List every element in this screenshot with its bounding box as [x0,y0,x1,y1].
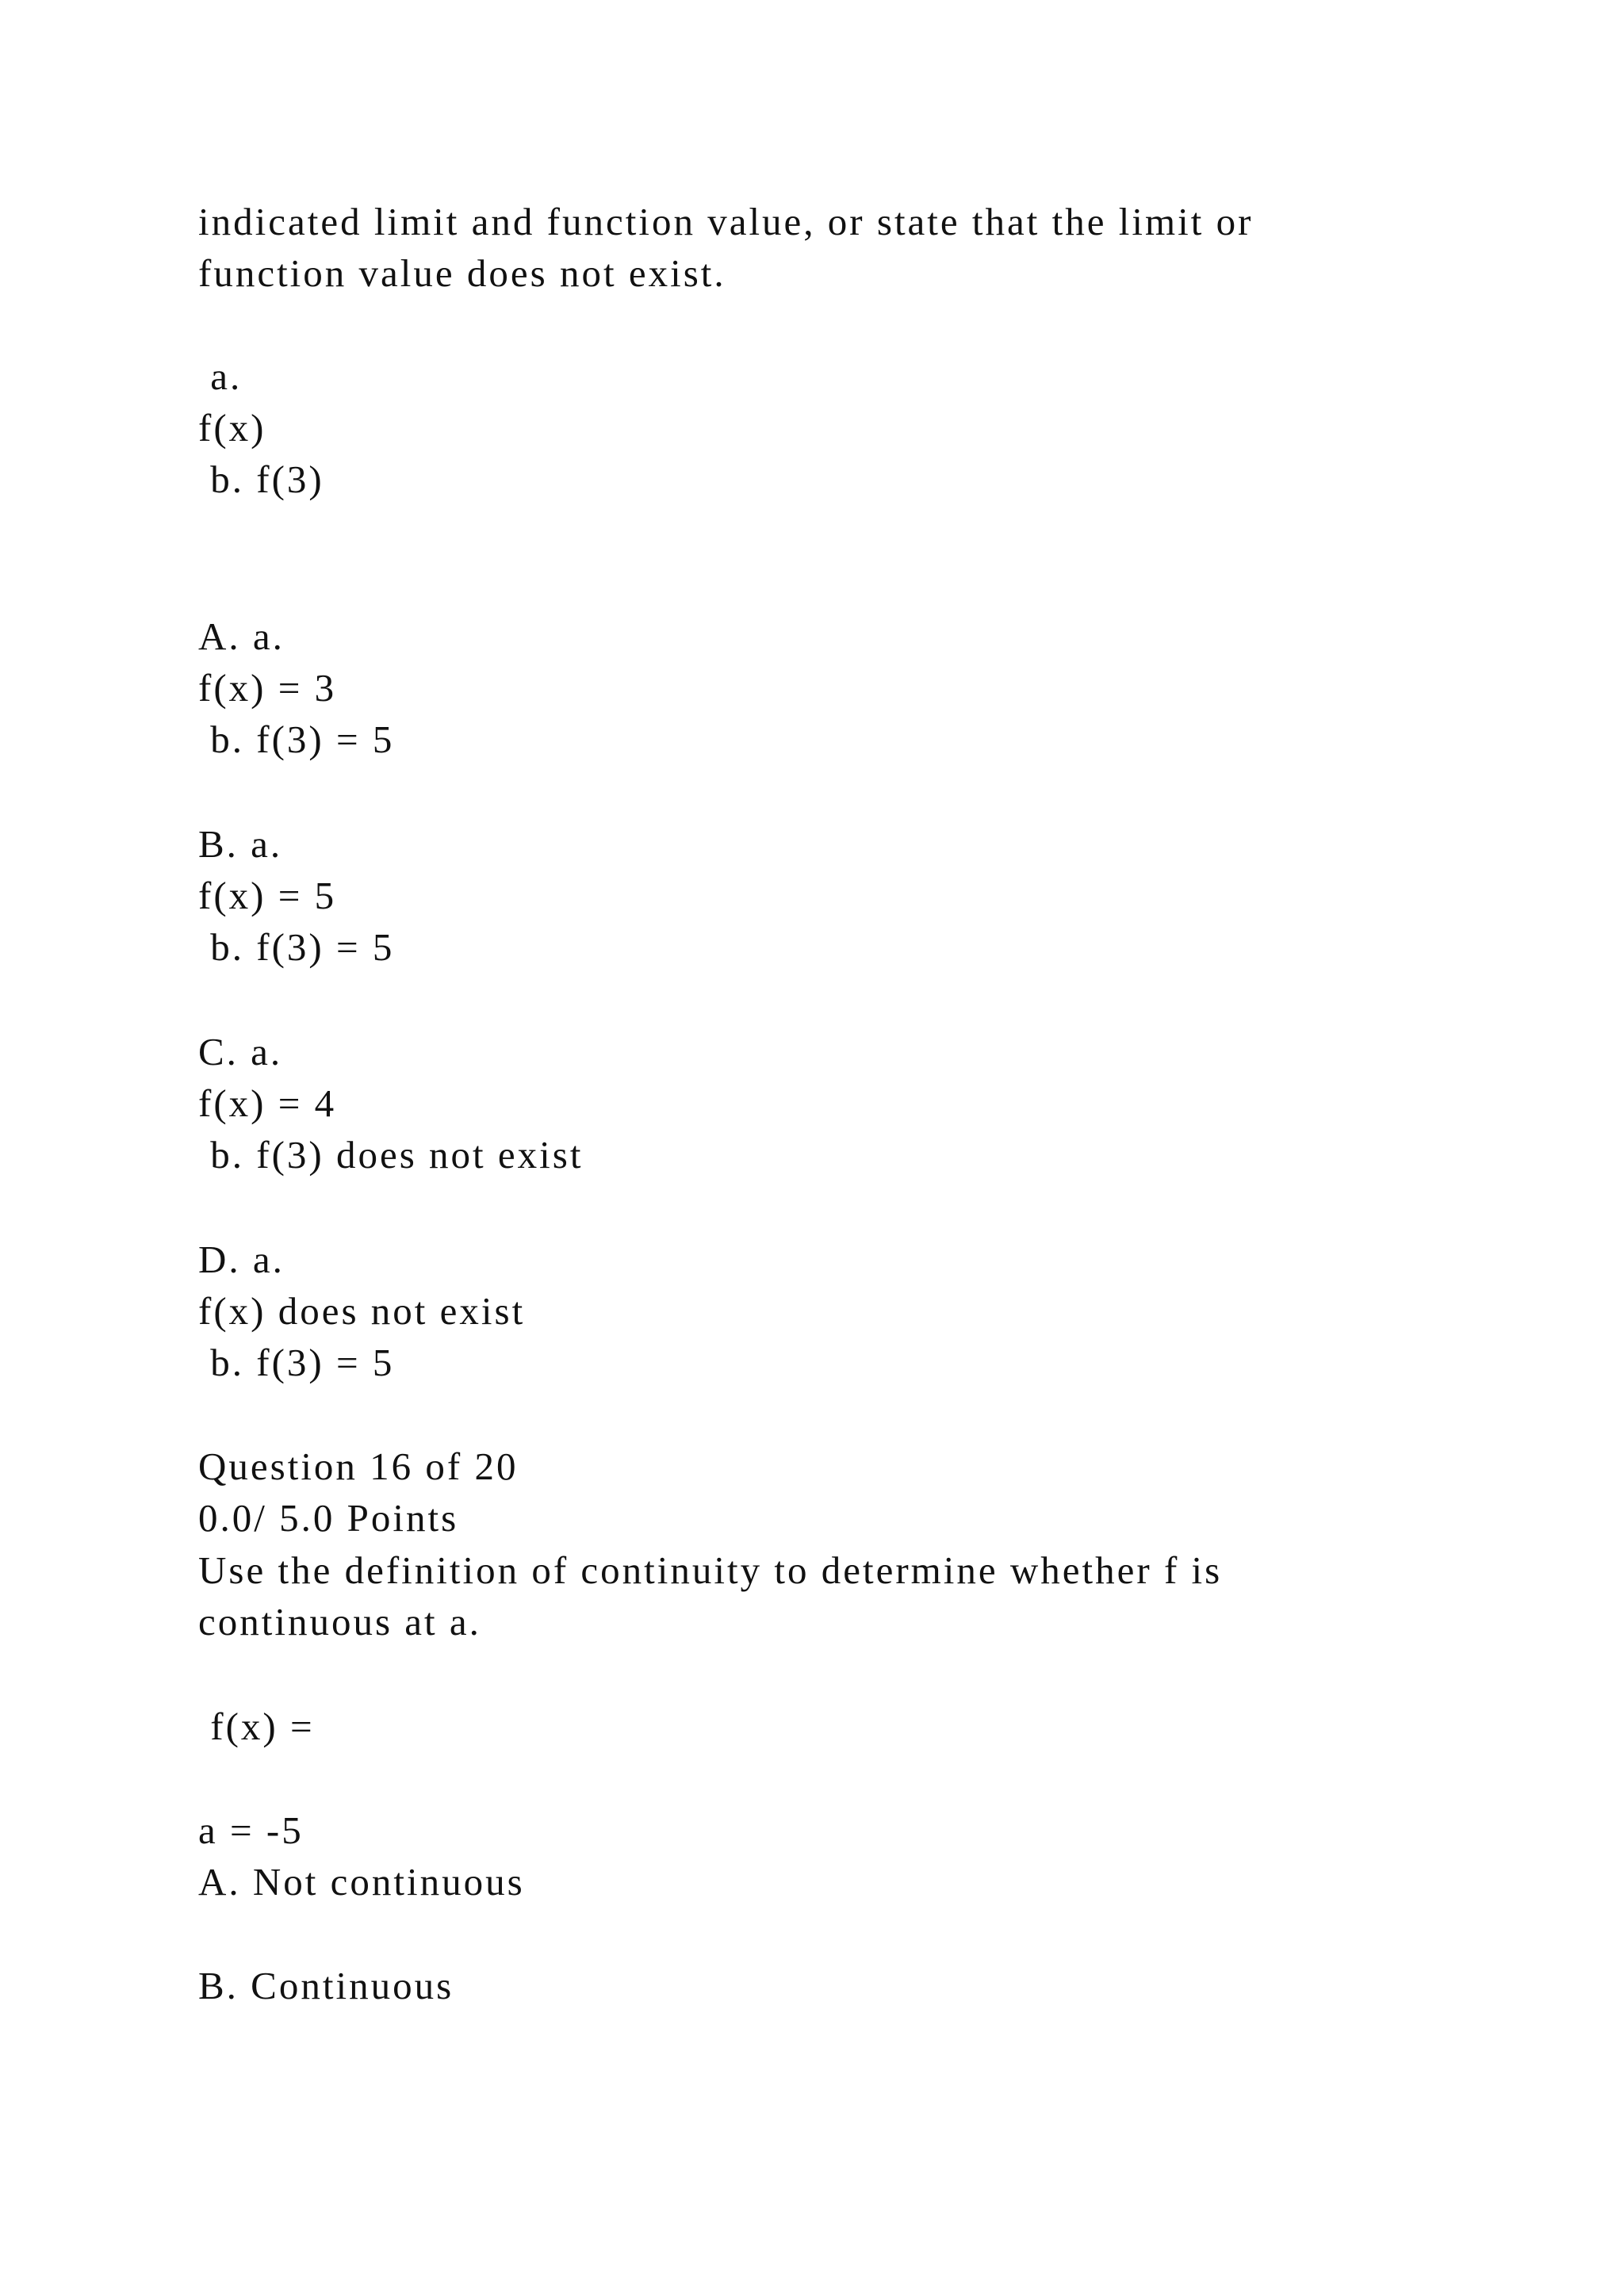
option-b-expression: f(x) = 5 [198,874,337,917]
question-text-line-1: Use the definition of continuity to determine whether f is [198,1548,1223,1592]
option-c-part-b: b. f(3) does not exist [198,1133,584,1177]
prompt-part-b: b. f(3) [198,457,324,501]
question-a-value: a = -5 [198,1808,304,1852]
option-c-label: C. a. [198,1030,283,1073]
answer-option-a: A. Not continuous [198,1860,525,1904]
option-c-expression: f(x) = 4 [198,1081,337,1125]
question-function: f(x) = [198,1705,315,1748]
question-header: Question 16 of 20 [198,1445,519,1488]
prompt-part-a-expression: f(x) [198,406,266,450]
answer-option-b: B. Continuous [198,1964,454,2007]
prompt-part-a: a. [198,354,243,398]
option-d-part-b: b. f(3) = 5 [198,1341,395,1384]
option-b-part-b: b. f(3) = 5 [198,925,395,969]
question-points: 0.0/ 5.0 Points [198,1496,459,1540]
intro-line-2: function value does not exist. [198,251,726,295]
option-a-part-b: b. f(3) = 5 [198,718,395,761]
option-b-label: B. a. [198,822,283,866]
intro-line-1: indicated limit and function value, or state that the limit or [198,200,1254,243]
option-d-expression: f(x) does not exist [198,1289,526,1333]
option-a-expression: f(x) = 3 [198,666,337,710]
option-a-label: A. a. [198,614,285,658]
question-text-line-2: continuous at a. [198,1600,481,1644]
option-d-label: D. a. [198,1238,285,1281]
